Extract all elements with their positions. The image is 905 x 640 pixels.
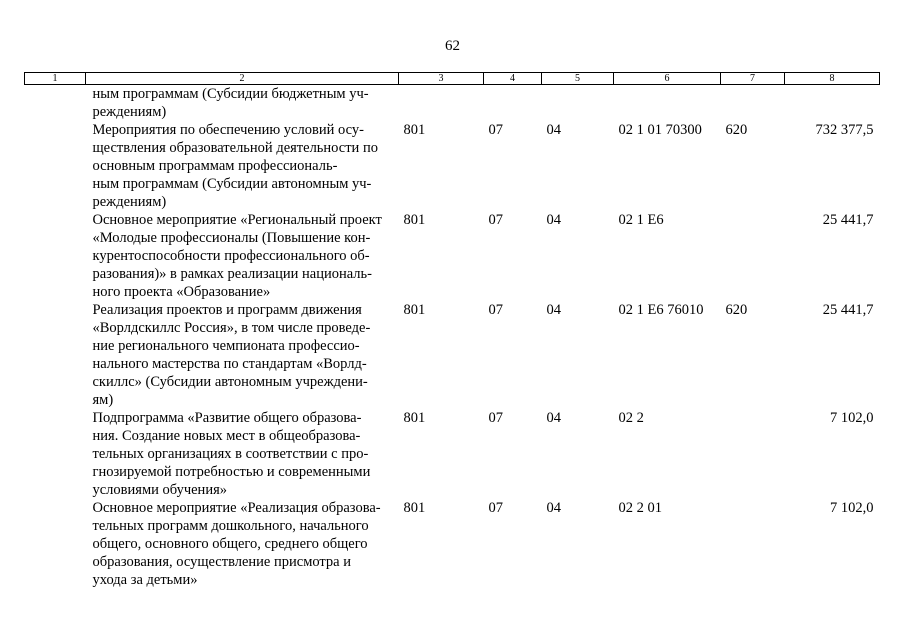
row-target-article-code: 02 1 E6 76010 (618, 302, 704, 318)
row-ved-code: 801 (403, 122, 426, 138)
row-expense-type-code (721, 499, 785, 589)
row-expense-type-code: 620 (725, 302, 748, 318)
column-header-7: 7 (721, 73, 785, 85)
row-amount: 25 441,7 (822, 212, 874, 228)
table-header-row (25, 73, 880, 85)
row-target-article-code: 02 1 E6 (618, 212, 664, 228)
row-subsection-code: 04 (546, 410, 561, 426)
row-description: Реализация проектов и программ движения «Ворлдскиллс Россия», в том числе проведе- ние регионального чемпионата профессио- нального мастерства по стандартам «Ворлд- скиллс» (Субсидии автономным учреждени- ям) (92, 302, 371, 408)
row-target-article-code: 02 1 01 70300 (618, 122, 702, 138)
column-header-5: 5 (542, 73, 614, 85)
row-amount: 732 377,5 (815, 122, 874, 138)
row-description: Основное мероприятие «Региональный проект «Молодые профессионалы (Повышение кон- курентоспособности профессионального об- разования)» в рамках реализации националь- ного проекта «Образование» (92, 212, 382, 300)
row-section-code (484, 85, 542, 122)
row-amount (785, 85, 880, 122)
column-header-1: 1 (25, 73, 86, 85)
table-row (25, 409, 880, 499)
row-expense-type-code (721, 409, 785, 499)
row-expense-type-code (721, 211, 785, 301)
row-subsection-code: 04 (546, 302, 561, 318)
row-subsection-code (542, 85, 614, 122)
column-header-6: 6 (614, 73, 721, 85)
row-amount: 7 102,0 (830, 500, 874, 516)
row-amount: 25 441,7 (822, 302, 874, 318)
row-amount: 7 102,0 (830, 410, 874, 426)
row-subsection-code: 04 (546, 212, 561, 228)
row-section-code: 07 (488, 122, 503, 138)
row-description: Мероприятия по обеспечению условий осу- ществления образовательной деятельности по основным программам профессиональ- ным программам (Субсидии автономным уч- реждениям) (92, 122, 378, 210)
row-section-code: 07 (488, 410, 503, 426)
column-header-2: 2 (86, 73, 399, 85)
row-section-code: 07 (488, 212, 503, 228)
page-number: 62 (445, 38, 460, 54)
row-expense-type-code: 620 (725, 122, 748, 138)
row-ved-code: 801 (403, 500, 426, 516)
row-ved-code: 801 (403, 212, 426, 228)
table-row (25, 499, 880, 589)
column-header-4: 4 (484, 73, 542, 85)
row-target-article-code (614, 85, 721, 122)
row-section-code: 07 (488, 500, 503, 516)
row-subsection-code: 04 (546, 500, 561, 516)
column-header-8: 8 (785, 73, 880, 85)
table-row (25, 85, 880, 122)
row-target-article-code: 02 2 (618, 410, 644, 426)
table-row (25, 121, 880, 211)
row-description: ным программам (Субсидии бюджетным уч- реждениям) (92, 86, 369, 120)
row-expense-type-code (721, 85, 785, 122)
row-section-code: 07 (488, 302, 503, 318)
table-row (25, 301, 880, 409)
row-ved-code: 801 (403, 410, 426, 426)
column-header-3: 3 (399, 73, 484, 85)
table-row (25, 211, 880, 301)
budget-table (24, 72, 880, 589)
row-description: Подпрограмма «Развитие общего образова- ния. Создание новых мест в общеобразова- тельных организациях в соответствии с про- гнозируемой потребностью и современными условиями обучения» (92, 410, 371, 498)
row-subsection-code: 04 (546, 122, 561, 138)
row-ved-code: 801 (403, 302, 426, 318)
row-ved-code (399, 85, 484, 122)
row-description: Основное мероприятие «Реализация образова- тельных программ дошкольного, начального общего, основного общего, среднего общего образования, осуществление присмотра и ухода за детьми» (92, 500, 381, 588)
row-target-article-code: 02 2 01 (618, 500, 662, 516)
